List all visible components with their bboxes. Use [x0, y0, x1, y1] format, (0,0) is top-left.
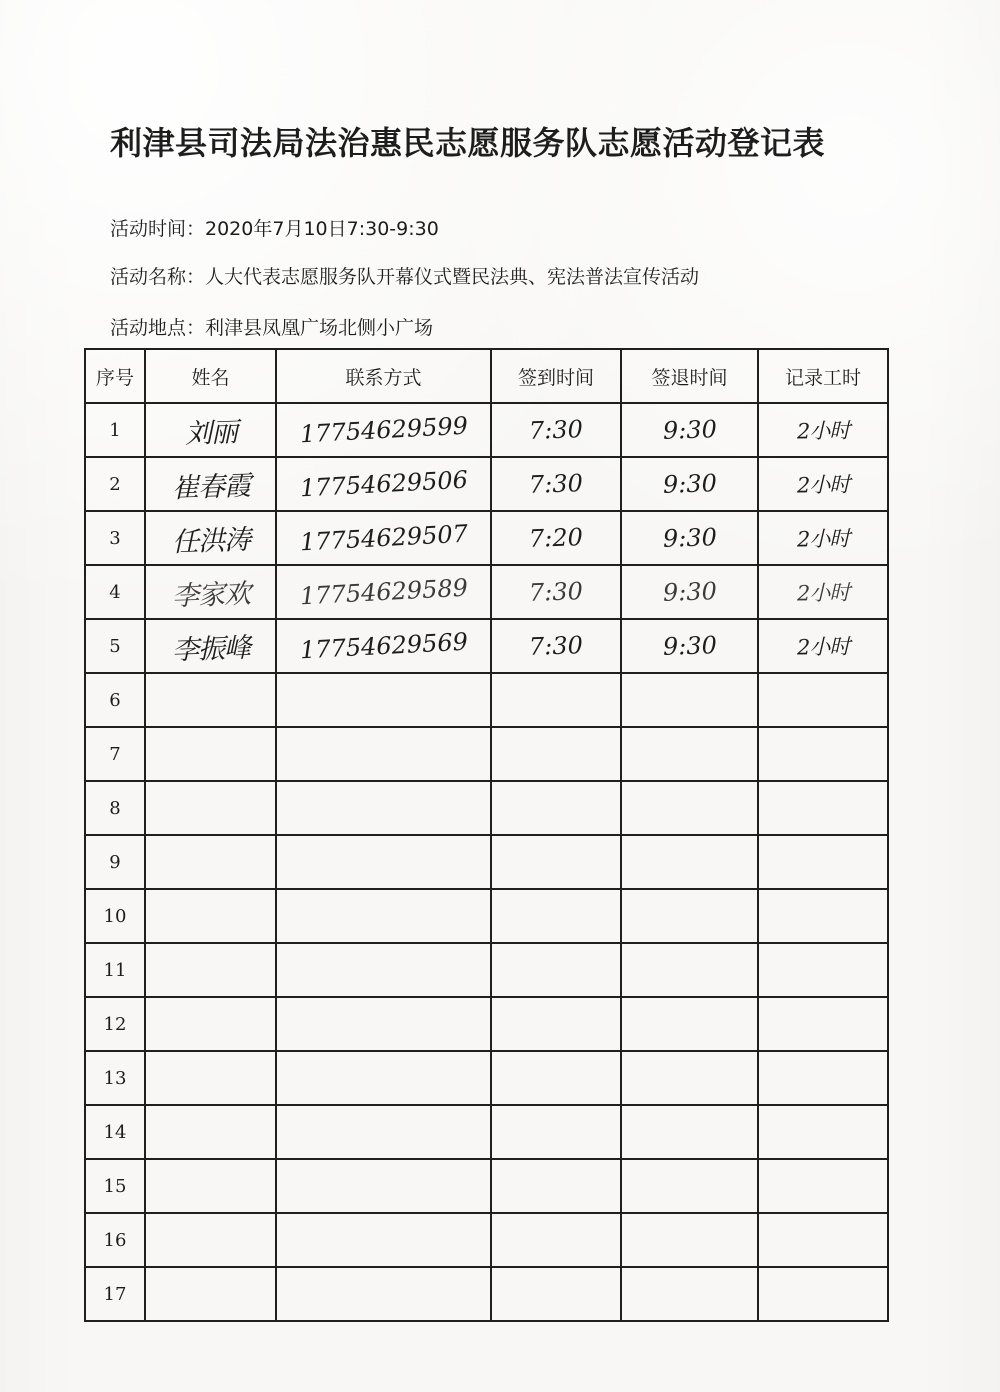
name-cell — [145, 619, 276, 673]
table-row — [85, 727, 888, 781]
name-cell — [145, 781, 276, 835]
activity-place: 活动地点：利津县凤凰广场北侧小广场 — [110, 317, 434, 339]
seq-cell: 3 — [85, 511, 145, 565]
hours-cell — [758, 565, 888, 619]
sign-in-cell — [491, 565, 621, 619]
table-header-row — [85, 349, 888, 403]
handwritten-sign-out-time: 9:30 — [662, 523, 717, 553]
phone-cell — [276, 781, 491, 835]
hours-cell — [758, 673, 888, 727]
hours-cell — [758, 1105, 888, 1159]
handwritten-name: 崔春霞 — [171, 470, 251, 504]
seq-cell: 5 — [85, 619, 145, 673]
sign-in-cell — [491, 457, 621, 511]
handwritten-hours: 2小时 — [796, 418, 850, 444]
sign-in-cell — [491, 835, 621, 889]
handwritten-sign-in-time: 7:30 — [528, 577, 584, 607]
phone-cell — [276, 997, 491, 1051]
table-row — [85, 997, 888, 1051]
sign-in-cell — [491, 1267, 621, 1321]
table-row — [85, 889, 888, 943]
column-header-hours: 记录工时 — [758, 349, 888, 403]
hours-cell — [758, 457, 888, 511]
name-cell — [145, 457, 276, 511]
table-row — [85, 781, 888, 835]
name-cell — [145, 727, 276, 781]
name-cell — [145, 511, 276, 565]
sign-out-cell — [621, 1105, 758, 1159]
sign-out-cell — [621, 403, 758, 457]
handwritten-hours: 2小时 — [796, 580, 850, 606]
sign-out-cell — [621, 1267, 758, 1321]
sign-in-cell — [491, 1213, 621, 1267]
handwritten-hours: 2小时 — [796, 634, 850, 660]
seq-cell: 7 — [85, 727, 145, 781]
column-header-sign-out: 签退时间 — [621, 349, 758, 403]
phone-cell — [276, 511, 491, 565]
seq-cell: 16 — [85, 1213, 145, 1267]
seq-cell: 13 — [85, 1051, 145, 1105]
handwritten-sign-out-time: 9:30 — [662, 469, 717, 499]
handwritten-phone: 17754629506 — [298, 465, 469, 503]
phone-cell — [276, 1051, 491, 1105]
sign-in-cell — [491, 403, 621, 457]
sign-in-cell — [491, 511, 621, 565]
handwritten-phone: 17754629589 — [298, 573, 469, 611]
handwritten-sign-in-time: 7:30 — [528, 415, 584, 445]
sign-out-cell — [621, 727, 758, 781]
sign-out-cell — [621, 997, 758, 1051]
handwritten-name: 李家欢 — [171, 578, 251, 612]
hours-cell — [758, 997, 888, 1051]
seq-cell: 6 — [85, 673, 145, 727]
handwritten-sign-in-time: 7:30 — [528, 469, 584, 499]
hours-cell — [758, 511, 888, 565]
seq-cell: 2 — [85, 457, 145, 511]
sign-out-cell — [621, 511, 758, 565]
seq-cell: 10 — [85, 889, 145, 943]
hours-cell — [758, 943, 888, 997]
sign-in-cell — [491, 1105, 621, 1159]
hours-cell — [758, 1159, 888, 1213]
seq-cell: 4 — [85, 565, 145, 619]
phone-cell — [276, 943, 491, 997]
sign-in-cell — [491, 943, 621, 997]
handwritten-name: 李振峰 — [171, 632, 251, 666]
handwritten-sign-out-time: 9:30 — [662, 577, 717, 607]
sign-out-cell — [621, 943, 758, 997]
sign-out-cell — [621, 673, 758, 727]
table-row — [85, 1105, 888, 1159]
hours-cell — [758, 835, 888, 889]
sign-in-cell — [491, 727, 621, 781]
activity-time: 活动时间：2020年7月10日7:30-9:30 — [110, 218, 439, 240]
table-row — [85, 511, 888, 565]
sign-out-cell — [621, 1051, 758, 1105]
volunteer-registration-table — [84, 348, 889, 1322]
sign-in-cell — [491, 673, 621, 727]
sign-out-cell — [621, 781, 758, 835]
handwritten-sign-out-time: 9:30 — [662, 415, 717, 445]
seq-cell: 11 — [85, 943, 145, 997]
sign-in-cell — [491, 619, 621, 673]
name-cell — [145, 565, 276, 619]
column-header-sign-in: 签到时间 — [491, 349, 621, 403]
sign-out-cell — [621, 889, 758, 943]
phone-cell — [276, 1105, 491, 1159]
hours-cell — [758, 1267, 888, 1321]
hours-cell — [758, 889, 888, 943]
column-header-seq: 序号 — [85, 349, 145, 403]
seq-cell: 8 — [85, 781, 145, 835]
seq-cell: 9 — [85, 835, 145, 889]
phone-cell — [276, 835, 491, 889]
seq-cell: 17 — [85, 1267, 145, 1321]
seq-cell: 14 — [85, 1105, 145, 1159]
handwritten-sign-out-time: 9:30 — [662, 631, 717, 661]
table-row — [85, 403, 888, 457]
handwritten-hours: 2小时 — [796, 526, 850, 552]
table-row — [85, 457, 888, 511]
activity-name: 活动名称：人大代表志愿服务队开幕仪式暨民法典、宪法普法宣传活动 — [110, 266, 700, 288]
sign-in-cell — [491, 781, 621, 835]
seq-cell: 15 — [85, 1159, 145, 1213]
handwritten-sign-in-time: 7:30 — [528, 631, 584, 661]
hours-cell — [758, 619, 888, 673]
hours-cell — [758, 1051, 888, 1105]
hours-cell — [758, 1213, 888, 1267]
phone-cell — [276, 727, 491, 781]
phone-cell — [276, 403, 491, 457]
column-header-contact: 联系方式 — [276, 349, 491, 403]
table-row — [85, 565, 888, 619]
name-cell — [145, 1267, 276, 1321]
table-row — [85, 835, 888, 889]
table-row — [85, 673, 888, 727]
name-cell — [145, 673, 276, 727]
sign-in-cell — [491, 889, 621, 943]
name-cell — [145, 1159, 276, 1213]
name-cell — [145, 835, 276, 889]
phone-cell — [276, 889, 491, 943]
phone-cell — [276, 1267, 491, 1321]
phone-cell — [276, 565, 491, 619]
sign-out-cell — [621, 619, 758, 673]
phone-cell — [276, 619, 491, 673]
phone-cell — [276, 1159, 491, 1213]
sign-out-cell — [621, 565, 758, 619]
name-cell — [145, 1051, 276, 1105]
handwritten-name: 任洪涛 — [171, 524, 251, 558]
table-row — [85, 1051, 888, 1105]
name-cell — [145, 997, 276, 1051]
table-row — [85, 1159, 888, 1213]
page-title: 利津县司法局法治惠民志愿服务队志愿活动登记表 — [110, 124, 826, 162]
seq-cell: 1 — [85, 403, 145, 457]
column-header-name: 姓名 — [145, 349, 276, 403]
seq-cell: 12 — [85, 997, 145, 1051]
name-cell — [145, 889, 276, 943]
hours-cell — [758, 403, 888, 457]
phone-cell — [276, 1213, 491, 1267]
sign-in-cell — [491, 1051, 621, 1105]
table-row — [85, 1267, 888, 1321]
handwritten-phone: 17754629599 — [298, 411, 469, 449]
sign-out-cell — [621, 457, 758, 511]
table-row — [85, 1213, 888, 1267]
name-cell — [145, 1105, 276, 1159]
handwritten-hours: 2小时 — [796, 472, 850, 498]
name-cell — [145, 943, 276, 997]
table-row — [85, 619, 888, 673]
name-cell — [145, 1213, 276, 1267]
hours-cell — [758, 781, 888, 835]
table-row — [85, 943, 888, 997]
handwritten-phone: 17754629507 — [298, 519, 469, 557]
sign-in-cell — [491, 1159, 621, 1213]
hours-cell — [758, 727, 888, 781]
name-cell — [145, 403, 276, 457]
phone-cell — [276, 673, 491, 727]
sign-out-cell — [621, 1213, 758, 1267]
sign-out-cell — [621, 835, 758, 889]
sign-out-cell — [621, 1159, 758, 1213]
sign-in-cell — [491, 997, 621, 1051]
phone-cell — [276, 457, 491, 511]
handwritten-name: 刘丽 — [184, 416, 238, 450]
handwritten-phone: 17754629569 — [298, 627, 469, 665]
handwritten-sign-in-time: 7:20 — [528, 523, 584, 553]
